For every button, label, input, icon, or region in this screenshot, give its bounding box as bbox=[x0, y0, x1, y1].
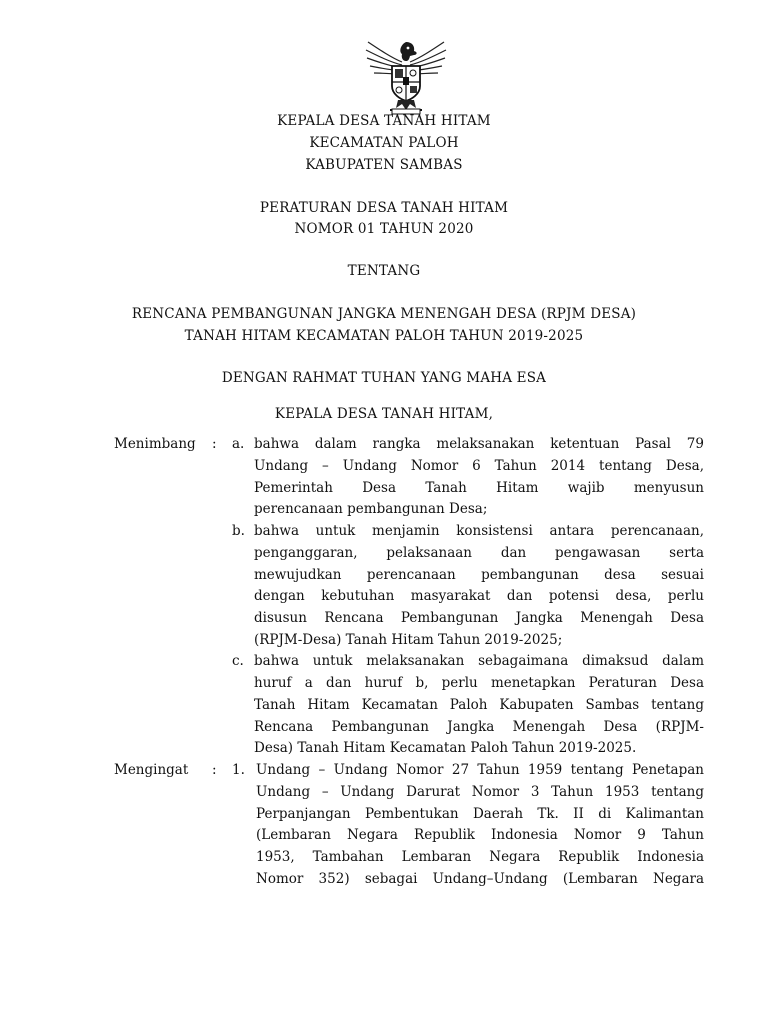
mengingat-1-line: Undang – Undang Darurat Nomor 3 Tahun 1953 tentang bbox=[256, 784, 704, 800]
regulation-about: TENTANG bbox=[347, 263, 421, 279]
menimbang-marker-b: b. bbox=[232, 523, 245, 539]
header-line-3: KABUPATEN SAMBAS bbox=[305, 157, 463, 173]
regulation-number: NOMOR 01 TAHUN 2020 bbox=[294, 221, 474, 237]
mengingat-marker-1: 1. bbox=[232, 762, 245, 778]
menimbang-c-line: Desa) Tanah Hitam Kecamatan Paloh Tahun 2019-2025. bbox=[254, 740, 637, 756]
regulation-subject-line-2: TANAH HITAM KECAMATAN PALOH TAHUN 2019-2025 bbox=[184, 328, 584, 344]
regulation-subject-line-1: RENCANA PEMBANGUNAN JANGKA MENENGAH DESA (RPJM DESA) bbox=[131, 306, 637, 322]
menimbang-c-line: Tanah Hitam Kecamatan Paloh Kabupaten Sambas tentang bbox=[254, 697, 704, 713]
menimbang-c-line: Rencana Pembangunan Jangka Menengah Desa (RPJM- bbox=[254, 719, 704, 735]
menimbang-a-line: Pemerintah Desa Tanah Hitam wajib menyusun bbox=[254, 480, 704, 496]
menimbang-c-line: huruf a dan huruf b, perlu menetapkan Peraturan Desa bbox=[254, 675, 704, 691]
menimbang-b-line: bahwa untuk menjamin konsistensi antara perencanaan, bbox=[254, 523, 704, 539]
menimbang-b-line: dengan kebutuhan masyarakat dan potensi desa, perlu bbox=[254, 588, 704, 604]
header-line-2: KECAMATAN PALOH bbox=[309, 135, 459, 151]
menimbang-marker-a: a. bbox=[232, 436, 245, 452]
menimbang-b-line: (RPJM-Desa) Tanah Hitam Tahun 2019-2025; bbox=[254, 632, 563, 648]
menimbang-a-line: bahwa dalam rangka melaksanakan ketentuan Pasal 79 bbox=[254, 436, 704, 452]
menimbang-colon: : bbox=[212, 436, 217, 452]
menimbang-b-line: mewujudkan perencanaan pembangunan desa sesuai bbox=[254, 567, 704, 583]
menimbang-c-line: bahwa untuk melaksanakan sebagaimana dimaksud dalam bbox=[254, 653, 704, 669]
regulation-title: PERATURAN DESA TANAH HITAM bbox=[259, 200, 509, 216]
header-line-1: KEPALA DESA TANAH HITAM bbox=[277, 113, 491, 129]
regulation-issuer: KEPALA DESA TANAH HITAM, bbox=[274, 406, 494, 422]
menimbang-a-line: perencanaan pembangunan Desa; bbox=[254, 501, 488, 517]
mengingat-1-line: Perpanjangan Pembentukan Daerah Tk. II di Kalimantan bbox=[256, 806, 704, 822]
regulation-grace: DENGAN RAHMAT TUHAN YANG MAHA ESA bbox=[221, 370, 547, 386]
mengingat-label: Mengingat bbox=[114, 762, 189, 778]
menimbang-b-line: penganggaran, pelaksanaan dan pengawasan serta bbox=[254, 545, 704, 561]
menimbang-marker-c: c. bbox=[232, 653, 244, 669]
mengingat-colon: : bbox=[212, 762, 217, 778]
mengingat-1-line: Undang – Undang Nomor 27 Tahun 1959 tentang Penetapan bbox=[256, 762, 704, 778]
mengingat-1-line: Nomor 352) sebagai Undang–Undang (Lembaran Negara bbox=[256, 871, 704, 887]
mengingat-1-line: (Lembaran Negara Republik Indonesia Nomor 9 Tahun bbox=[256, 827, 704, 843]
menimbang-label: Menimbang bbox=[114, 436, 196, 452]
menimbang-a-line: Undang – Undang Nomor 6 Tahun 2014 tentang Desa, bbox=[254, 458, 704, 474]
menimbang-b-line: disusun Rencana Pembangunan Jangka Menengah Desa bbox=[254, 610, 704, 626]
mengingat-1-line: 1953, Tambahan Lembaran Negara Republik Indonesia bbox=[256, 849, 704, 865]
garuda-emblem-icon bbox=[362, 36, 450, 116]
